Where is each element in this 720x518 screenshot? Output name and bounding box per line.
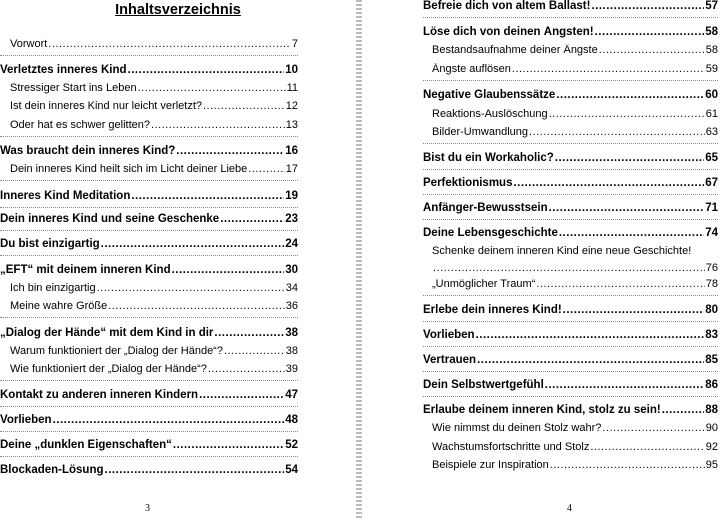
dot-leader	[476, 329, 705, 341]
left-toc-entry[interactable]	[0, 414, 298, 426]
section-divider	[0, 431, 298, 432]
toc-entry-page: 7	[291, 38, 298, 50]
right-toc-entry[interactable]	[432, 262, 718, 274]
toc-entry-page: 95	[705, 459, 718, 471]
left-toc-entry[interactable]	[0, 464, 298, 476]
section-divider	[423, 169, 718, 170]
toc-entry-page: 78	[705, 278, 718, 290]
dot-leader	[512, 63, 705, 75]
dot-leader	[224, 345, 285, 357]
right-toc-entry[interactable]	[432, 278, 718, 290]
dot-leader	[591, 0, 704, 12]
left-toc-entry[interactable]	[0, 145, 298, 157]
dot-leader	[563, 304, 705, 316]
right-toc-entry[interactable]	[423, 304, 718, 316]
toc-entry-text: Dein inneres Kind heilt sich im Licht deiner Liebe	[10, 163, 248, 175]
dot-leader	[151, 119, 285, 131]
section-divider	[0, 406, 298, 407]
toc-entry-text: Befreie dich von altem Ballast!	[423, 0, 591, 12]
section-divider	[423, 321, 718, 322]
toc-entry-page: 19	[285, 190, 298, 202]
dot-leader	[131, 190, 284, 202]
section-divider	[423, 396, 718, 397]
toc-entry-text: Erlaube deinem inneren Kind, stolz zu sein!	[423, 404, 661, 416]
left-toc-entry[interactable]	[10, 82, 298, 94]
toc-entry-text: Kontakt zu anderen inneren Kindern	[0, 389, 199, 401]
dot-leader	[549, 202, 705, 214]
toc-entry-page: 58	[705, 26, 718, 38]
toc-entry-page: 38	[285, 327, 298, 339]
page-number-right: 4	[567, 503, 572, 514]
section-divider	[0, 456, 298, 457]
toc-entry-text: Negative Glaubenssätze	[423, 89, 556, 101]
left-toc-entry[interactable]	[0, 213, 298, 225]
toc-entry-text: Reaktions-Auslöschung	[432, 108, 548, 120]
toc-entry-text: Warum funktioniert der „Dialog der Hände“?	[10, 345, 223, 357]
toc-entry-text: Ist dein inneres Kind nur leicht verletzt?	[10, 100, 202, 112]
toc-entry-text: Erlebe dein inneres Kind!	[423, 304, 562, 316]
right-toc-entry[interactable]	[432, 108, 718, 120]
toc-entry-page: 30	[285, 264, 298, 276]
dot-leader	[545, 379, 704, 391]
left-toc-entry[interactable]	[0, 64, 298, 76]
right-toc-entry[interactable]	[423, 89, 718, 101]
toc-entry-text: Anfänger-Bewusstsein	[423, 202, 548, 214]
toc-entry-page: 47	[285, 389, 298, 401]
toc-entry-text: Beispiele zur Inspiration	[432, 459, 549, 471]
dot-leader	[602, 422, 704, 434]
toc-entry-page: 67	[705, 177, 718, 189]
section-divider	[423, 295, 718, 296]
left-toc-entry[interactable]	[0, 389, 298, 401]
right-toc-entry[interactable]	[432, 44, 718, 56]
toc-entry-text: Ängste auflösen	[432, 63, 511, 75]
dot-leader	[214, 327, 284, 339]
dot-leader	[138, 82, 286, 94]
toc-entry-page: 17	[285, 163, 298, 175]
toc-entry-text: Du bist einzigartig	[0, 238, 100, 250]
toc-entry-page: 61	[705, 108, 718, 120]
section-divider	[0, 230, 298, 231]
toc-entry-text: Bestandsaufnahme deiner Ängste	[432, 44, 598, 56]
toc-entry-text: Oder hat es schwer gelitten?	[10, 119, 151, 131]
left-toc-entry[interactable]	[0, 439, 298, 451]
toc-entry-page: 80	[705, 304, 718, 316]
right-toc-entry[interactable]	[432, 126, 718, 138]
section-divider	[423, 80, 718, 81]
section-divider	[0, 317, 298, 318]
right-toc-entry[interactable]	[432, 459, 718, 471]
section-divider	[423, 17, 718, 18]
dot-leader	[599, 44, 705, 56]
toc-entry-text: Ich bin einzigartig	[10, 282, 96, 294]
right-toc-entry[interactable]	[423, 379, 718, 391]
section-divider	[423, 219, 718, 220]
toc-entry-page: 11	[286, 82, 298, 94]
section-divider	[0, 136, 298, 137]
left-toc-entry[interactable]	[0, 238, 298, 250]
left-toc-entry[interactable]	[0, 190, 298, 202]
left-page	[0, 0, 356, 518]
section-divider	[0, 207, 298, 208]
toc-entry-text: Verletztes inneres Kind	[0, 64, 127, 76]
left-toc-entry[interactable]	[10, 300, 298, 312]
right-toc-entry[interactable]	[423, 177, 718, 189]
toc-entry-page: 59	[705, 63, 718, 75]
toc-entry-text: Was braucht dein inneres Kind?	[0, 145, 176, 157]
dot-leader	[550, 459, 705, 471]
toc-entry-page: 54	[285, 464, 298, 476]
right-toc-entry[interactable]	[423, 152, 718, 164]
toc-entry-page: 36	[285, 300, 298, 312]
right-toc-entry[interactable]	[423, 227, 718, 239]
toc-entry-page: 88	[705, 404, 718, 416]
dot-leader	[477, 354, 704, 366]
toc-entry-text: „EFT“ mit deinem inneren Kind	[0, 264, 171, 276]
right-toc-entry[interactable]	[423, 354, 718, 366]
right-toc-entry[interactable]	[423, 329, 718, 341]
dot-leader	[199, 389, 284, 401]
section-divider	[423, 346, 718, 347]
toc-entry-page: 92	[705, 441, 718, 453]
toc-title: Inhaltsverzeichnis	[115, 2, 241, 18]
left-toc-entry[interactable]	[0, 264, 298, 276]
right-toc-entry[interactable]	[423, 0, 718, 12]
right-page	[362, 0, 720, 518]
left-toc-entry[interactable]	[10, 119, 298, 131]
toc-entry-text: Deine Lebensgeschichte	[423, 227, 558, 239]
toc-entry-page: 48	[285, 414, 298, 426]
toc-entry-page: 85	[705, 354, 718, 366]
dot-leader	[203, 100, 285, 112]
toc-entry-page: 10	[285, 64, 298, 76]
dot-leader	[101, 238, 285, 250]
toc-entry-page: 76	[705, 262, 718, 274]
dot-leader	[556, 89, 704, 101]
toc-entry-page: 16	[285, 145, 298, 157]
toc-entry-page: 74	[705, 227, 718, 239]
dot-leader	[536, 278, 704, 290]
dot-leader	[105, 464, 285, 476]
toc-entry-page: 52	[285, 439, 298, 451]
right-toc-entry[interactable]	[423, 26, 718, 38]
left-toc-entry[interactable]	[10, 282, 298, 294]
toc-entry-page: 38	[285, 345, 298, 357]
toc-entry-text: Löse dich von deinen Ängsten!	[423, 26, 594, 38]
toc-entry-page: 23	[285, 213, 298, 225]
left-toc-entry[interactable]	[10, 100, 298, 112]
section-divider	[0, 255, 298, 256]
toc-entry-page: 24	[285, 238, 298, 250]
dot-leader	[433, 262, 705, 274]
toc-entry-page: 12	[285, 100, 298, 112]
toc-entry-text: „Unmöglicher Traum“	[432, 278, 536, 290]
dot-leader	[529, 126, 705, 138]
right-toc-entry-text[interactable]: Schenke deinem inneren Kind eine neue Geschichte!	[432, 245, 692, 257]
dot-leader	[173, 439, 284, 451]
dot-leader	[555, 152, 704, 164]
toc-entry-text: Blockaden-Lösung	[0, 464, 104, 476]
toc-entry-page: 83	[705, 329, 718, 341]
toc-entry-text: Deine „dunklen Eigenschaften“	[0, 439, 172, 451]
section-divider	[0, 380, 298, 381]
toc-entry-text: Perfektionismus	[423, 177, 513, 189]
toc-entry-page: 71	[705, 202, 718, 214]
toc-entry-text: Dein Selbstwertgefühl	[423, 379, 544, 391]
toc-entry-text: Bilder-Umwandlung	[432, 126, 528, 138]
toc-entry-text: Dein inneres Kind und seine Geschenke	[0, 213, 220, 225]
dot-leader	[590, 441, 704, 453]
toc-entry-text: Stressiger Start ins Leben	[10, 82, 137, 94]
dot-leader	[559, 227, 704, 239]
toc-entry-text: Vorlieben	[423, 329, 475, 341]
right-toc-entry[interactable]	[432, 441, 718, 453]
toc-entry-text: Vorwort	[10, 38, 48, 50]
toc-entry-page: 57	[705, 0, 718, 12]
left-toc-entry[interactable]	[10, 163, 298, 175]
toc-entry-text: Vertrauen	[423, 354, 477, 366]
section-divider	[0, 55, 298, 56]
dot-leader	[128, 64, 285, 76]
dot-leader	[513, 177, 704, 189]
page-number-left: 3	[145, 503, 150, 514]
section-divider	[0, 180, 298, 181]
dot-leader	[48, 38, 291, 50]
toc-entry-text: Wie nimmst du deinen Stolz wahr?	[432, 422, 602, 434]
toc-entry-text: Bist du ein Workaholic?	[423, 152, 554, 164]
toc-entry-page: 39	[285, 363, 298, 375]
dot-leader	[220, 213, 284, 225]
dot-leader	[248, 163, 285, 175]
dot-leader	[97, 282, 285, 294]
toc-entry-page: 13	[285, 119, 298, 131]
dot-leader	[549, 108, 705, 120]
dot-leader	[53, 414, 285, 426]
left-toc-entry[interactable]	[10, 345, 298, 357]
toc-entry-page: 63	[705, 126, 718, 138]
toc-entry-text: „Dialog der Hände“ mit dem Kind in dir	[0, 327, 214, 339]
toc-entry-page: 34	[285, 282, 298, 294]
dot-leader	[108, 300, 285, 312]
toc-entry-page: 90	[705, 422, 718, 434]
right-toc-entry[interactable]	[423, 404, 718, 416]
toc-entry-text: Vorlieben	[0, 414, 52, 426]
right-toc-entry[interactable]	[432, 422, 718, 434]
toc-entry-text: Wie funktioniert der „Dialog der Hände“?	[10, 363, 207, 375]
toc-entry-page: 65	[705, 152, 718, 164]
right-toc-entry[interactable]	[432, 63, 718, 75]
dot-leader	[662, 404, 704, 416]
dot-leader	[208, 363, 285, 375]
toc-entry-page: 58	[705, 44, 718, 56]
dot-leader	[176, 145, 284, 157]
toc-entry-page: 60	[705, 89, 718, 101]
right-toc-entry[interactable]	[423, 202, 718, 214]
toc-entry-text: Wachstumsfortschritte und Stolz	[432, 441, 590, 453]
toc-entry-page: 86	[705, 379, 718, 391]
section-divider	[423, 194, 718, 195]
toc-entry-text: Inneres Kind Meditation	[0, 190, 131, 202]
section-divider	[423, 143, 718, 144]
dot-leader	[172, 264, 285, 276]
dot-leader	[595, 26, 705, 38]
section-divider	[423, 371, 718, 372]
left-toc-entry[interactable]	[10, 38, 298, 50]
left-toc-entry[interactable]	[0, 327, 298, 339]
toc-entry-text: Meine wahre Größe	[10, 300, 108, 312]
left-toc-entry[interactable]	[10, 363, 298, 375]
